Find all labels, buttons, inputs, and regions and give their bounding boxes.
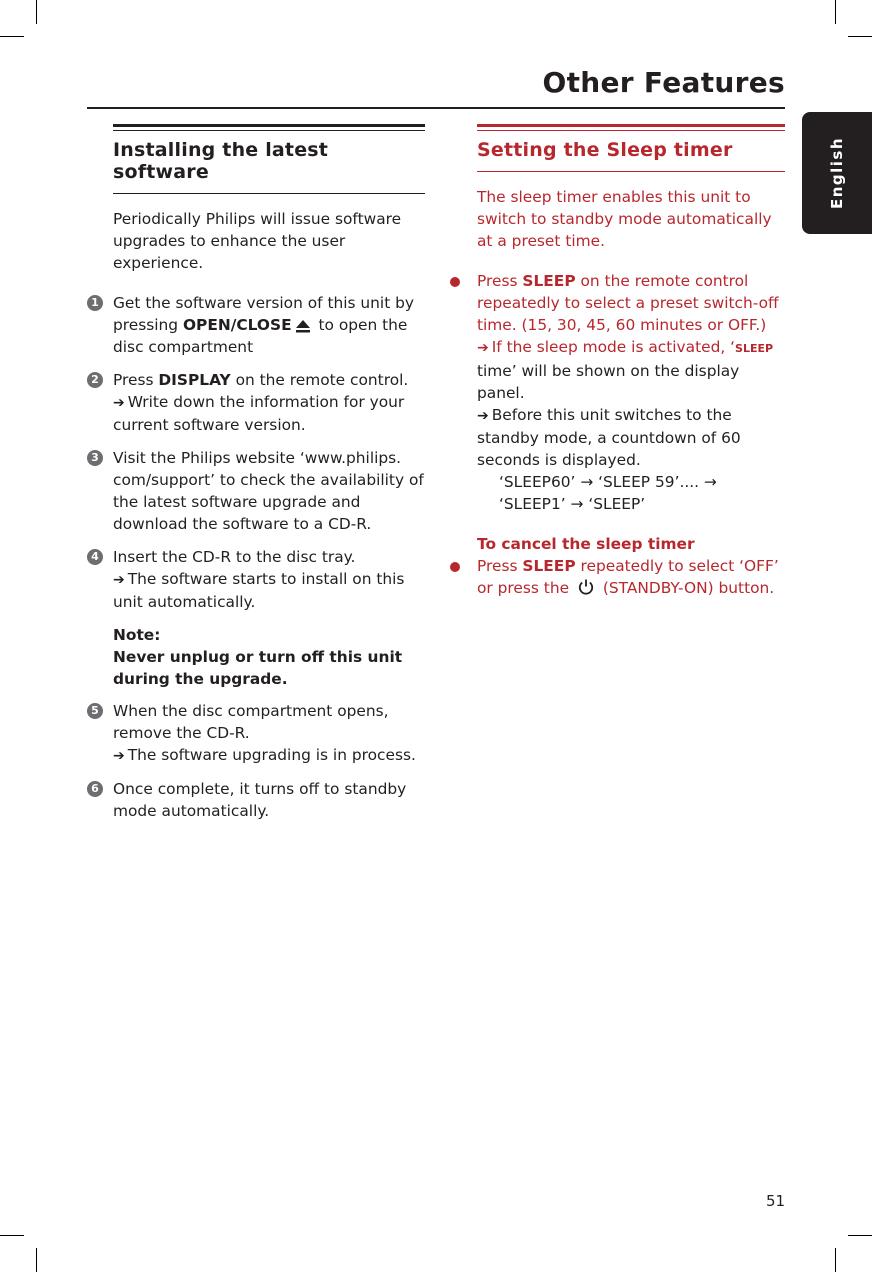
step-text: Insert the CD-R to the disc tray. ➔ The software starts to install on this unit automatically. [113, 548, 405, 611]
section-intro: The sleep timer enables this unit to switch to standby mode automatically at a preset time. [477, 188, 772, 250]
section-rule [113, 124, 425, 127]
step-result: Write down the information for your current software version. [113, 393, 405, 434]
section-rule [477, 124, 785, 127]
software-section [91, 124, 425, 833]
list-item [477, 270, 785, 515]
step-item [91, 700, 425, 767]
countdown-sequence: ‘SLEEP60’ → ‘SLEEP 59’.... → ‘SLEEP1’ → ‘SLEEP’ [499, 473, 717, 513]
crop-mark [848, 36, 872, 37]
crop-mark [0, 36, 24, 37]
crop-mark [36, 1248, 37, 1272]
section-intro: Periodically Philips will issue software upgrades to enhance the user experience. [113, 210, 402, 272]
cancel-heading: To cancel the sleep timer [477, 535, 695, 553]
eject-icon [295, 319, 311, 333]
crop-mark [36, 0, 37, 24]
step-item [91, 292, 425, 358]
step-result: The software upgrading is in process. [127, 746, 416, 764]
arrow-right-icon: ➔ [113, 572, 125, 588]
crop-mark [835, 0, 836, 24]
step-text: Once complete, it turns off to standby mode automatically. [113, 780, 407, 820]
step-number: 3 [87, 450, 103, 466]
crop-mark [835, 1248, 836, 1272]
page-title: Other Features [542, 66, 785, 99]
crop-mark [0, 1235, 24, 1236]
arrow-right-icon: ➔ [477, 340, 489, 356]
step-item [91, 447, 425, 535]
step-text: Press DISPLAY on the remote control. ➔ Write down the information for your current software version. [113, 371, 409, 434]
step-item [91, 369, 425, 436]
bullet-text: Press SLEEP on the remote control repeatedly to select a preset switch-off time. (15, 30, 45, 60 minutes or OFF.) ➔ If the sleep mode is activated, ‘SLEEP [477, 272, 779, 356]
step-item [91, 778, 425, 822]
sleep-timer-section [477, 124, 785, 611]
arrow-right-icon: ➔ [113, 748, 125, 764]
step-item [91, 546, 425, 613]
step-number: 4 [87, 549, 103, 565]
step-text: When the disc compartment opens, remove the CD-R. ➔ The software upgrading is in process. [113, 702, 416, 764]
step-number: 5 [87, 703, 103, 719]
bullet-result: time’ will be shown on the display panel. ➔ Before this unit switches to the standby mode, a countdown of 60 seconds is displayed. [477, 362, 741, 469]
power-icon [577, 578, 595, 596]
bullet-text: Press SLEEP repeatedly to select ‘OFF’ or press the (STANDBY-ON) button. [477, 557, 779, 597]
crop-mark [848, 1235, 872, 1236]
language-tab-label: English [828, 136, 846, 210]
section-rule [113, 130, 425, 131]
title-divider [87, 107, 785, 109]
step-number: 6 [87, 781, 103, 797]
bullet-icon [450, 277, 460, 287]
bullet-icon [450, 562, 460, 572]
list-item [477, 555, 785, 599]
arrow-right-icon: ➔ [477, 408, 489, 424]
page-number: 51 [766, 1192, 786, 1210]
section-title: Setting the Sleep timer [477, 139, 733, 161]
step-text: Get the software version of this unit by pressing OPEN/CLOSE to open the disc compartment [113, 294, 415, 356]
step-text: Visit the Philips website ‘www.philips. com/support’ to check the availability of the latest software upgrade and download the software to a CD-R. [113, 449, 424, 533]
step-number: 2 [87, 372, 103, 388]
section-title: Installing the latest software [113, 139, 329, 183]
section-rule [113, 193, 425, 194]
note [113, 624, 425, 690]
language-tab [802, 112, 872, 234]
note-label: Note: [113, 626, 161, 644]
arrow-right-icon: ➔ [113, 395, 125, 411]
section-rule [477, 130, 785, 131]
section-rule [477, 171, 785, 172]
note-text: Never unplug or turn off this unit during the upgrade. [113, 648, 403, 688]
step-result: The software starts to install on this unit automatically. [113, 570, 405, 611]
step-number: 1 [87, 295, 103, 311]
